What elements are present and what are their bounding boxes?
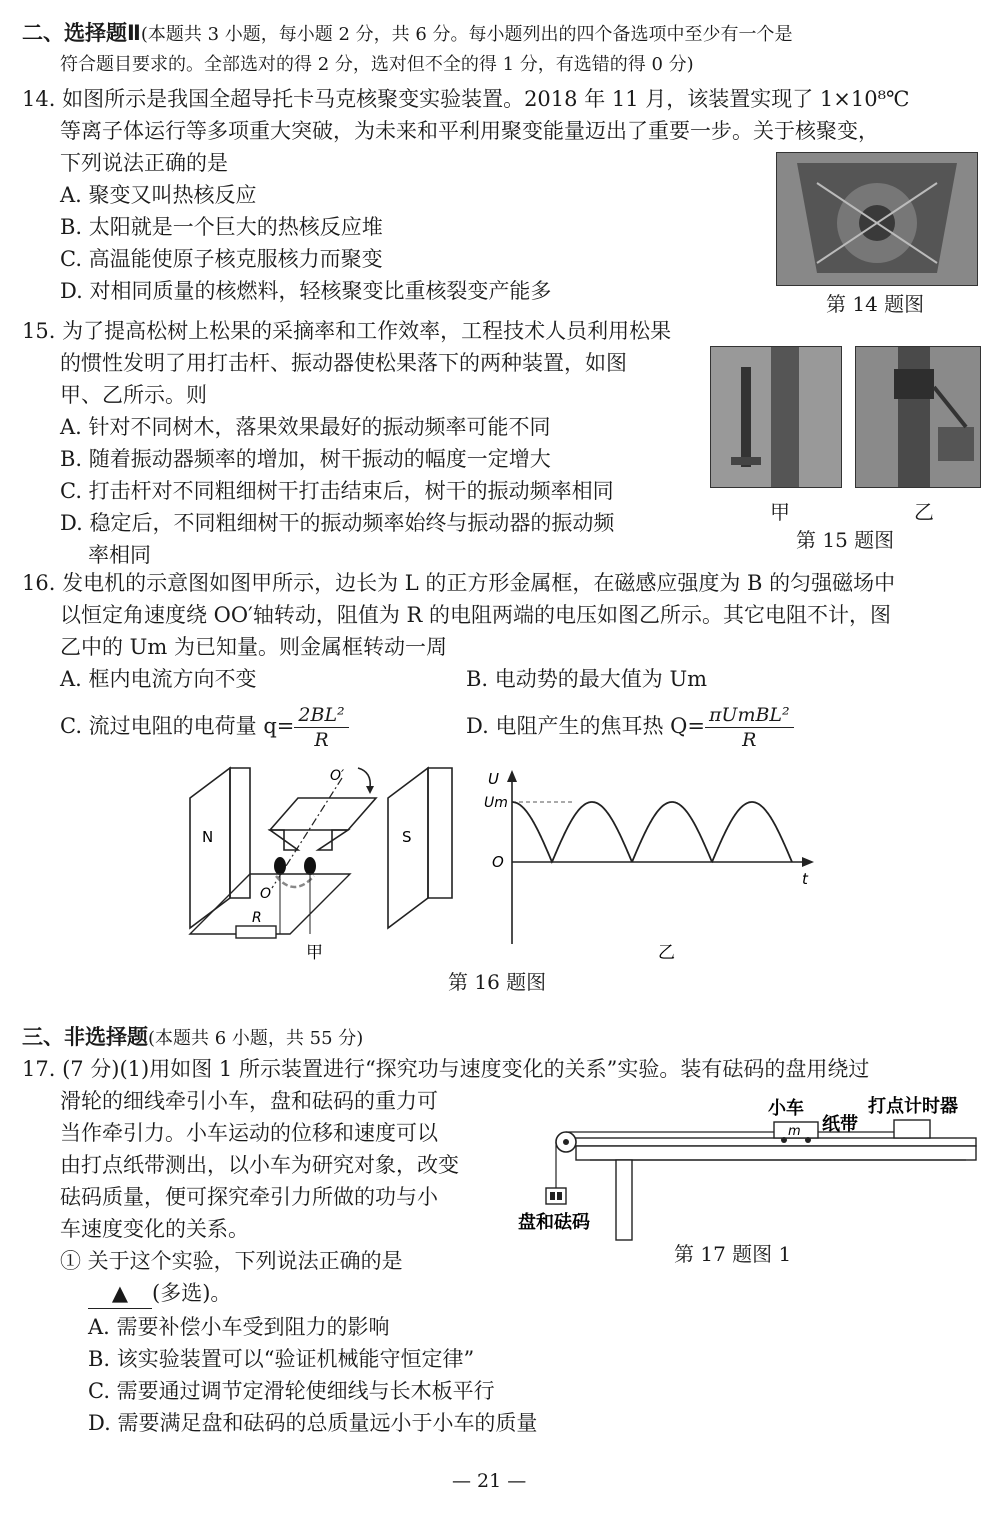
tokamak-photo-placeholder (777, 153, 977, 285)
magnet-n-front (230, 768, 250, 898)
q16-option-c-prefix: C. 流过电阻的电荷量 q= (60, 714, 295, 738)
q15-caption: 第 15 题图 (796, 528, 895, 552)
graph-label-o: O (492, 853, 504, 871)
q16-line3: 乙中的 Um 为已知量。则金属框转动一周 (60, 635, 447, 659)
slip-ring-right (304, 857, 316, 875)
section3-header (22, 1022, 363, 1054)
q17-line1: 17. (7 分)(1)用如图 1 所示装置进行“探究功与速度变化的关系”实验。装有砝码的盘用绕过 (22, 1057, 870, 1081)
pulley-axle-icon (563, 1139, 569, 1145)
q17-body-5: 车速度变化的关系。 (60, 1217, 249, 1241)
q15-line1: 15. 为了提高松树上松果的采摘率和工作效率，工程技术人员利用松果 (22, 319, 672, 343)
q17-apparatus-diagram (510, 1088, 986, 1248)
q16-option-d-den: R (742, 729, 757, 751)
q16-line2: 以恒定角速度绕 OO′轴转动，阻值为 R 的电阻两端的电压如图乙所示。其它电阻不计，图 (60, 603, 892, 627)
axis-label-o-prime: O′ (330, 768, 345, 784)
coil-frame (270, 798, 376, 830)
q16-option-c (60, 700, 349, 752)
voltage-curve (512, 802, 792, 862)
rotation-arrowhead-icon (366, 786, 374, 794)
q14-option-b: B. 太阳就是一个巨大的热核反应堆 (60, 215, 383, 239)
magnet-s-side (388, 768, 428, 928)
q15-option-c: C. 打击杆对不同粗细树干打击结束后，树干的振动频率相同 (60, 479, 614, 503)
q15-option-b: B. 随着振动器频率的增加，树干振动的幅度一定增大 (60, 447, 551, 471)
cart-label: 小车 (768, 1098, 804, 1119)
section2-header (22, 18, 793, 50)
section3-title: 三、非选择题 (22, 1025, 148, 1049)
q16-label-a: 甲 (306, 943, 323, 963)
q14-line1: 14. 如图所示是我国全超导托卡马克核聚变实验装置。2018 年 11 月，该装置实现了 1×10⁸℃ (22, 87, 910, 111)
table-leg (616, 1160, 632, 1240)
weight-block-1 (550, 1192, 555, 1200)
weight-label: 盘和砝码 (518, 1212, 590, 1233)
q15-option-a: A. 针对不同树木，落果效果最好的振动频率可能不同 (60, 415, 551, 439)
q15-label-a: 甲 (770, 500, 790, 524)
q16-generator-diagram (180, 758, 470, 968)
tape-label: 纸带 (822, 1114, 858, 1135)
q16-caption: 第 16 题图 (448, 970, 547, 994)
q16-line1: 16. 发电机的示意图如图甲所示，边长为 L 的正方形金属框，在磁感应强度为 B 的匀强磁场中 (22, 571, 896, 595)
q15-line2: 的惯性发明了用打击杆、振动器使松果落下的两种装置，如图 (60, 351, 627, 375)
rotation-arrow-icon (358, 768, 370, 788)
axis-label-o: O (260, 886, 272, 902)
q14-line3: 下列说法正确的是 (60, 151, 228, 175)
section2-title: 二、选择题Ⅱ (22, 21, 141, 45)
q16-option-d (466, 700, 794, 752)
coil-lead-left (270, 830, 298, 850)
q17-body-2: 当作牵引力。小车运动的位移和速度可以 (60, 1121, 438, 1145)
slip-ring-left (274, 857, 286, 875)
q14-caption: 第 14 题图 (826, 292, 925, 316)
coil-lead-right (318, 830, 348, 850)
resistor-label: R (252, 910, 262, 926)
q15-option-d-cont: 率相同 (88, 543, 151, 567)
q16-option-b: B. 电动势的最大值为 Um (466, 667, 708, 691)
q16-option-d-num: πUmBL² (705, 703, 794, 728)
q16-option-c-num: 2BL² (294, 703, 348, 728)
q16-option-d-prefix: D. 电阻产生的焦耳热 Q= (466, 714, 705, 738)
q17-subq1: ① 关于这个实验，下列说法正确的是 (60, 1249, 403, 1273)
q16-option-c-den: R (314, 729, 329, 751)
q15-photo-a (710, 346, 842, 488)
graph-x-arrow-icon (802, 857, 814, 867)
q14-photo (776, 152, 978, 286)
cart-wheel-right (805, 1137, 811, 1143)
q14-line2: 等离子体运行等多项重大突破，为未来和平利用聚变能量迈出了重要一步。关于核聚变， (60, 119, 879, 143)
timer-label: 打点计时器 (868, 1096, 958, 1117)
q14-option-d: D. 对相同质量的核燃料，轻核聚变比重核裂变产能多 (60, 279, 552, 303)
q15-label-b: 乙 (914, 500, 934, 524)
q15-photo-b (855, 346, 981, 488)
resistor (236, 926, 276, 938)
magnet-s-label: S (402, 828, 412, 846)
q17-option-c: C. 需要通过调节定滑轮使细线与长木板平行 (88, 1379, 495, 1403)
answer-suffix: (多选)。 (152, 1281, 232, 1305)
q17-answer-line (88, 1278, 231, 1309)
table-top (576, 1146, 976, 1160)
q17-option-a: A. 需要补偿小车受到阻力的影响 (88, 1315, 390, 1339)
q15-line3: 甲、乙所示。则 (60, 383, 207, 407)
graph-label-u: U (488, 770, 499, 788)
q14-option-a: A. 聚变又叫热核反应 (60, 183, 257, 207)
q17-body-4: 砝码质量，便可探究牵引力所做的功与小 (60, 1185, 438, 1209)
weight-pan-icon (546, 1188, 566, 1204)
tree-photo-b-placeholder (856, 347, 980, 487)
q16-voltage-graph (476, 766, 826, 966)
section3-intro: (本题共 6 小题，共 55 分) (148, 1028, 364, 1049)
brush-arc (276, 876, 314, 887)
q17-option-b: B. 该实验装置可以“验证机械能守恒定律” (88, 1347, 475, 1371)
magnet-n-side (190, 768, 230, 928)
q17-option-d: D. 需要满足盘和砝码的总质量远小于小车的质量 (88, 1411, 538, 1435)
section2-intro-2: 符合题目要求的。全部选对的得 2 分，选对但不全的得 1 分，有选错的得 0 分) (60, 54, 694, 75)
magnet-n-label: N (202, 828, 214, 846)
q14-option-c: C. 高温能使原子核克服核力而聚变 (60, 247, 383, 271)
graph-label-t: t (802, 870, 808, 888)
long-board (566, 1138, 976, 1146)
section2-intro-1: (本题共 3 小题，每小题 2 分，共 6 分。每小题列出的四个备选项中至少有一个是 (140, 24, 793, 45)
circuit-plate (190, 874, 350, 934)
q16-option-c-fraction (294, 703, 348, 752)
tree-photo-a-placeholder (711, 347, 841, 487)
graph-label-um: Um (484, 795, 508, 811)
graph-y-arrow-icon (507, 770, 517, 782)
q17-body-3: 由打点纸带测出，以小车为研究对象，改变 (60, 1153, 459, 1177)
page-number: — 21 — (452, 1470, 527, 1492)
cart-mass-label: m (788, 1124, 801, 1139)
timer-icon (894, 1120, 930, 1138)
answer-blank: ▲ (88, 1278, 152, 1309)
q17-body-1: 滑轮的细线牵引小车，盘和砝码的重力可 (60, 1089, 438, 1113)
cart-wheel-left (781, 1137, 787, 1143)
q15-option-d: D. 稳定后，不同粗细树干的振动频率始终与振动器的振动频 (60, 511, 615, 535)
q16-option-d-fraction (705, 703, 794, 752)
magnet-s-front (428, 768, 452, 898)
weight-block-2 (557, 1192, 562, 1200)
q17-caption: 第 17 题图 1 (674, 1242, 792, 1266)
q16-option-a: A. 框内电流方向不变 (60, 667, 257, 691)
q16-label-b: 乙 (658, 943, 675, 963)
